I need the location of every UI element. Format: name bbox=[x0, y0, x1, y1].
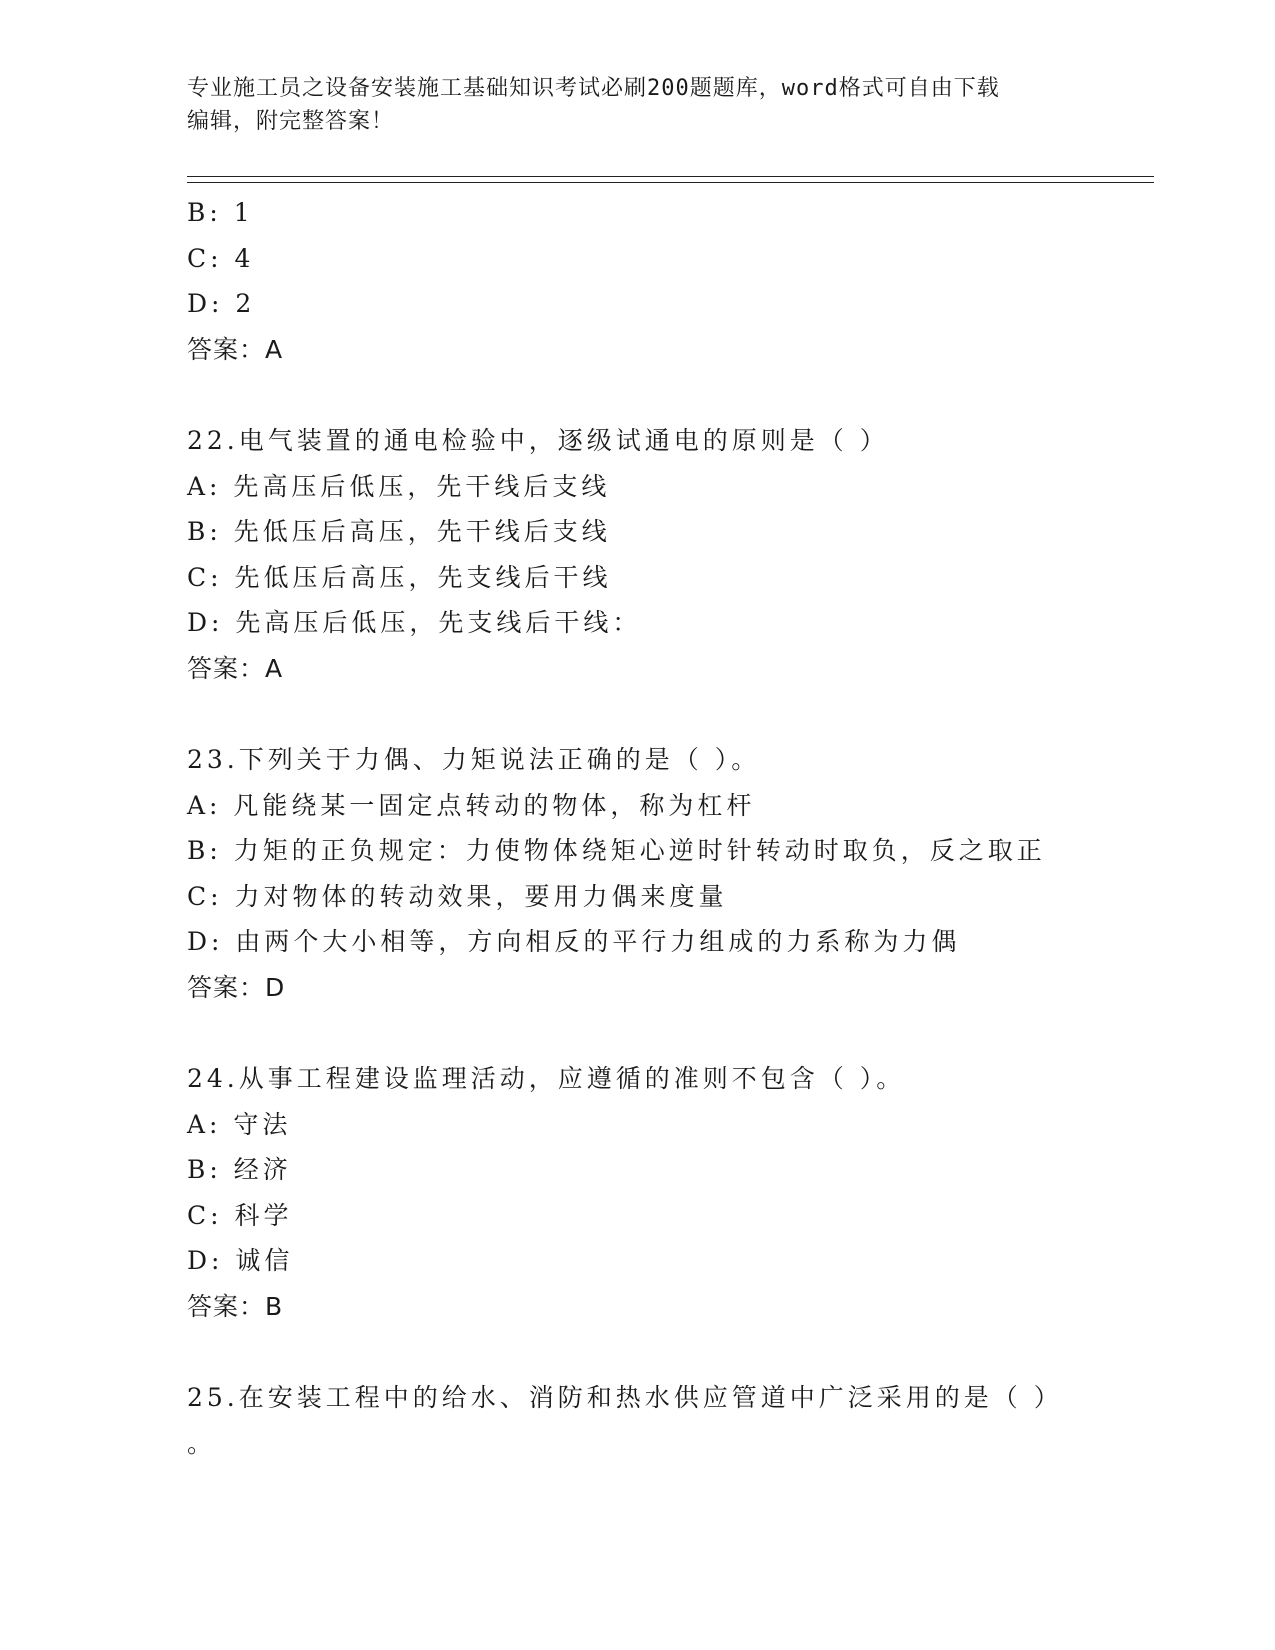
question-23 bbox=[187, 737, 1147, 1010]
question-stem: 25.在安装工程中的给水、消防和热水供应管道中广泛采用的是（ ） bbox=[187, 1383, 1063, 1412]
header-rule-top bbox=[187, 176, 1154, 177]
answer-line: 答案：A bbox=[187, 653, 284, 683]
option-b: B: 先低压后高压，先干线后支线 bbox=[187, 517, 611, 546]
option-c: C: 先低压后高压，先支线后干线 bbox=[187, 562, 612, 592]
option-d: D: 由两个大小相等，方向相反的平行力组成的力系称为力偶 bbox=[187, 927, 961, 956]
option-b: B: 经济 bbox=[187, 1155, 292, 1184]
question-21-tail bbox=[187, 190, 1147, 372]
question-list bbox=[187, 190, 1147, 1466]
question-24 bbox=[187, 1056, 1147, 1329]
option-a: A: 守法 bbox=[187, 1109, 292, 1139]
question-stem: 24.从事工程建设监理活动，应遵循的准则不包含（ ）。 bbox=[187, 1064, 906, 1093]
answer-line: 答案：A bbox=[187, 334, 284, 364]
page-header bbox=[187, 72, 1067, 138]
option-c: C: 4 bbox=[187, 243, 255, 273]
question-22 bbox=[187, 418, 1147, 691]
question-stem: 22.电气装置的通电检验中，逐级试通电的原则是（ ） bbox=[187, 426, 889, 455]
option-b: B: 力矩的正负规定：力使物体绕矩心逆时针转动时取负，反之取正 bbox=[187, 836, 1046, 865]
header-rule-bottom bbox=[187, 182, 1154, 183]
question-stem-continuation: 。 bbox=[187, 1428, 217, 1458]
question-25 bbox=[187, 1375, 1147, 1466]
option-d: D: 先高压后低压，先支线后干线： bbox=[187, 608, 642, 637]
answer-line: 答案：B bbox=[187, 1291, 284, 1321]
option-a: A: 先高压后低压，先干线后支线 bbox=[187, 471, 611, 501]
question-stem: 23.下列关于力偶、力矩说法正确的是（ ）。 bbox=[187, 745, 761, 774]
option-d: D: 2 bbox=[187, 289, 256, 318]
header-line-1: 专业施工员之设备安装施工基础知识考试必刷200题题库，word格式可自由下载 bbox=[187, 76, 1000, 101]
option-d: D: 诚信 bbox=[187, 1246, 294, 1275]
option-c: C: 科学 bbox=[187, 1200, 293, 1230]
option-b: B: 1 bbox=[187, 198, 254, 227]
header-line-2: 编辑，附完整答案！ bbox=[187, 109, 395, 134]
option-c: C: 力对物体的转动效果，要用力偶来度量 bbox=[187, 881, 728, 911]
option-a: A: 凡能绕某一固定点转动的物体，称为杠杆 bbox=[187, 790, 756, 820]
answer-line: 答案：D bbox=[187, 972, 286, 1002]
